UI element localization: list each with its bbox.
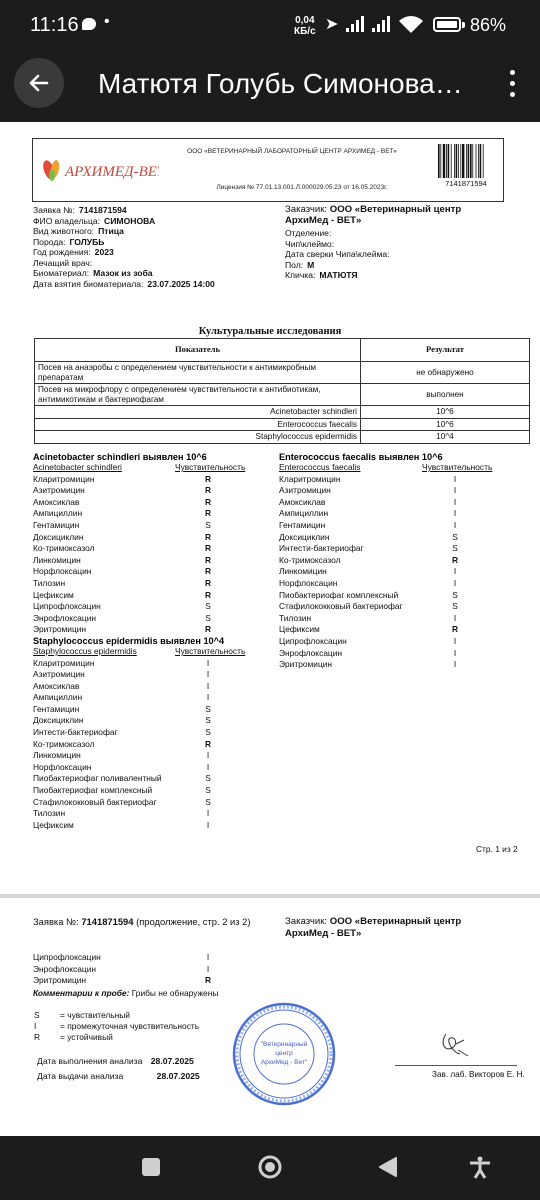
drug-row	[279, 590, 509, 602]
customer-block	[285, 204, 461, 226]
sensitivity-value: I	[206, 680, 210, 691]
sensitivity-value: R	[204, 577, 212, 588]
info-label: Дата взятия биоматериала:	[33, 278, 144, 289]
drug-name: Линкомицин	[33, 750, 81, 761]
drug-row	[279, 555, 509, 567]
sensitivity-value: S	[205, 785, 211, 796]
document-page-2[interactable]	[0, 898, 540, 1136]
drug-name: Энрофлоксацин	[279, 647, 343, 658]
legend-key: R	[34, 1032, 41, 1042]
drug-name: Амоксиклав	[33, 680, 80, 691]
drug-row	[33, 520, 253, 532]
signal-icon	[346, 16, 366, 32]
sensitivity-value: I	[453, 496, 457, 507]
sensitivity-value: R	[204, 738, 212, 749]
sensitivity-value: S	[205, 773, 211, 784]
info-label: Биоматериал:	[33, 268, 90, 278]
sensitivity-value: I	[453, 519, 457, 530]
sensitivity-value: I	[206, 669, 210, 680]
info-value: 2023	[94, 247, 114, 257]
drug-row	[33, 578, 253, 590]
drug-name: Цефиксим	[33, 589, 74, 600]
comment-text: Грибы не обнаружены	[131, 988, 219, 998]
drug-name: Стафилококковый бактериофаг	[279, 601, 403, 612]
drug-row	[33, 497, 253, 509]
customer-name-1: ООО «Ветеринарный центр	[329, 204, 462, 215]
drug-name: Кларитромицин	[279, 473, 341, 484]
sensitivity-value: R	[204, 554, 212, 565]
drug-row	[33, 555, 253, 567]
signature	[438, 1030, 472, 1060]
legend-text: = промежуточная чувствительность	[60, 1021, 200, 1031]
back-button[interactable]	[14, 58, 64, 108]
drug-row	[279, 659, 509, 671]
info-value: МАТЮТЯ	[319, 270, 358, 280]
sensitivity-value: R	[204, 531, 212, 542]
official-stamp	[232, 1002, 336, 1106]
drug-name: Ампициллин	[279, 508, 329, 519]
drug-name: Амоксиклав	[33, 496, 80, 507]
sensitivity-value: S	[452, 543, 458, 554]
drug-name: Энрофлоксацин	[33, 612, 97, 623]
drug-row	[33, 785, 253, 797]
table-row	[35, 384, 530, 406]
drug-name: Энрофлоксацин	[33, 963, 97, 974]
drug-row	[279, 508, 509, 520]
drug-row	[33, 613, 253, 625]
network-speed-value: 0,04	[295, 15, 315, 26]
drug-row	[33, 658, 253, 670]
legend-row	[34, 1010, 254, 1021]
sensitivity-value: S	[452, 531, 458, 542]
drug-name: Норфлоксацин	[279, 577, 338, 588]
drug-name: Кларитромицин	[33, 473, 95, 484]
lab-name: ООО «ВЕТЕРИНАРНЫЙ ЛАБОРАТОРНЫЙ ЦЕНТР АРХИМЕД - ВЕТ»	[187, 148, 397, 155]
sensitivity-value: S	[205, 703, 211, 714]
drug-name: Азитромицин	[279, 485, 331, 496]
drug-row	[33, 715, 253, 727]
drug-name: Тилозин	[33, 808, 66, 819]
info-label: Кличка:	[285, 270, 316, 280]
sensitivity-value: I	[206, 808, 210, 819]
drug-row	[279, 497, 509, 509]
acinetobacter-title: Acinetobacter schindleri выявлен 10^6	[33, 452, 207, 462]
cultural-table	[34, 338, 530, 444]
drug-row	[279, 613, 509, 625]
info-row	[285, 260, 394, 271]
drug-row	[279, 624, 509, 636]
drug-name: Гентамицин	[33, 703, 80, 714]
drug-row	[33, 543, 253, 555]
table-row	[35, 418, 530, 431]
sensitivity-value: I	[453, 508, 457, 519]
location-icon: ➤	[325, 16, 339, 33]
drug-name: Ко-тримоксазол	[33, 543, 95, 554]
drug-name: Гентамицин	[279, 519, 326, 530]
drug-row	[33, 601, 253, 613]
sensitivity-value: R	[204, 589, 212, 600]
chat-notification-icon	[82, 18, 96, 30]
accessibility-button[interactable]	[468, 1156, 492, 1180]
document-page-1[interactable]	[0, 122, 540, 894]
drug-row	[279, 636, 509, 648]
drug-name: Цефиксим	[33, 819, 74, 830]
battery-icon	[433, 17, 461, 32]
sensitivity-value: I	[453, 485, 457, 496]
drug-row	[33, 681, 253, 693]
organism-label: Staphylococcus epidermidis	[33, 645, 137, 656]
sensitivity-header: Чувствительность	[175, 462, 246, 472]
organism-label: Acinetobacter schindleri	[33, 462, 122, 472]
drug-name: Стафилококковый бактериофаг	[33, 796, 157, 807]
sensitivity-value: R	[204, 508, 212, 519]
drug-name: Норфлоксацин	[33, 566, 92, 577]
customer-label: Заказчик:	[285, 916, 328, 927]
drug-row	[33, 624, 253, 636]
indicator-cell: Enterococcus faecalis	[35, 418, 361, 431]
info-label: Порода:	[33, 236, 66, 247]
drug-name: Эритромицин	[279, 659, 333, 670]
order-label: Заявка №:	[33, 916, 79, 927]
sensitivity-value: S	[205, 601, 211, 612]
sensitivity-value: I	[453, 635, 457, 646]
drug-row	[33, 952, 253, 964]
back-nav-button[interactable]	[378, 1156, 398, 1178]
sensitivity-value: I	[453, 473, 457, 484]
comment	[33, 988, 218, 998]
drug-row	[33, 532, 253, 544]
sensitivity-value: S	[452, 589, 458, 600]
info-value: 23.07.2025 14:00	[147, 278, 215, 289]
info-row	[285, 228, 394, 239]
dates	[37, 1054, 200, 1084]
sensitivity-value: S	[205, 612, 211, 623]
stamp-text-3: АрхиМед - Вет"	[260, 1059, 308, 1066]
drug-name: Ципрофлоксацин	[33, 601, 101, 612]
info-row	[33, 205, 215, 216]
drug-row	[33, 669, 253, 681]
home-button[interactable]	[257, 1154, 283, 1180]
sensitivity-value: R	[204, 566, 212, 577]
sensitivity-value: I	[453, 566, 457, 577]
customer-name-1: ООО «Ветеринарный центр	[329, 916, 462, 927]
page2-list	[33, 952, 253, 987]
result-cell: 10^6	[361, 418, 530, 431]
network-speed	[294, 15, 316, 37]
info-value: М	[307, 259, 315, 270]
drug-row	[33, 773, 253, 785]
sensitivity-value: I	[206, 750, 210, 761]
sensitivity-value: S	[205, 519, 211, 530]
indicator-cell: Посев на анаэробы с определением чувствительности к антимикробным препаратам	[35, 362, 361, 384]
organism-label: Enterococcus faecalis	[279, 462, 361, 472]
drug-name: Доксициклин	[279, 531, 330, 542]
date-done: 28.07.2025	[150, 1056, 194, 1066]
arrow-left-icon	[14, 58, 64, 108]
customer-label: Заказчик:	[285, 204, 328, 215]
drug-row	[33, 964, 253, 976]
sensitivity-value: I	[453, 612, 457, 623]
drug-row	[33, 590, 253, 602]
drug-name: Ципрофлоксацин	[279, 635, 347, 646]
drug-row	[33, 750, 253, 762]
drug-name: Азитромицин	[33, 669, 85, 680]
drug-name: Эритромицин	[33, 624, 87, 635]
continuation-note: (продолжение, стр. 2 из 2)	[136, 916, 251, 927]
info-right	[285, 228, 394, 281]
order-number: 7141871594	[81, 916, 134, 927]
date-issue: 28.07.2025	[156, 1071, 200, 1081]
acinetobacter-block	[33, 452, 253, 831]
sensitivity-value: R	[451, 554, 459, 565]
info-value: СИМОНОВА	[104, 215, 156, 226]
info-row	[33, 237, 215, 248]
drug-name: Интести-бактериофаг	[279, 543, 364, 554]
drug-row	[279, 648, 509, 660]
legend-key: S	[34, 1010, 40, 1020]
drug-name: Норфлоксацин	[33, 761, 92, 772]
info-label: Заявка №:	[33, 205, 75, 215]
navigation-bar	[0, 1136, 540, 1200]
date-done-label: Дата выполнения анализа	[37, 1056, 143, 1066]
battery-percent: 86%	[470, 15, 507, 35]
drug-name: Доксициклин	[33, 531, 84, 542]
drug-row	[33, 797, 253, 809]
drug-name: Ко-тримоксазол	[33, 738, 95, 749]
customer-name-2: АрхиМед - ВЕТ»	[285, 215, 362, 226]
result-cell: 10^4	[361, 431, 530, 444]
lab-logo	[39, 155, 159, 185]
drug-name: Амоксиклав	[279, 496, 326, 507]
drug-name: Тилозин	[33, 577, 66, 588]
sensitivity-value: S	[205, 715, 211, 726]
info-row	[285, 249, 394, 260]
staph-title: Staphylococcus epidermidis выявлен 10^4	[33, 635, 225, 646]
drug-row	[33, 508, 253, 520]
sensitivity-value: R	[204, 624, 212, 635]
drug-name: Линкомицин	[33, 554, 81, 565]
sensitivity-value: I	[206, 761, 210, 772]
sensitivity-value: R	[204, 496, 212, 507]
info-value: ГОЛУБЬ	[69, 236, 105, 247]
sensitivity-value: R	[204, 543, 212, 554]
drug-row	[33, 566, 253, 578]
drug-name: Доксициклин	[33, 715, 84, 726]
drug-row	[279, 601, 509, 613]
drug-row	[33, 704, 253, 716]
cultural-title: Культуральные исследования	[198, 326, 342, 337]
drug-name: Цефиксим	[279, 624, 320, 635]
drug-row	[33, 474, 253, 486]
info-label: Вид животного:	[33, 226, 95, 236]
info-label: Лечащий врач:	[33, 257, 93, 268]
drug-row	[279, 566, 509, 578]
drug-name: Эритромицин	[33, 975, 87, 986]
drug-row	[33, 975, 253, 987]
signature-caption: Зав. лаб. Викторов Е. Н.	[432, 1070, 525, 1079]
drug-row	[279, 543, 509, 555]
status-bar	[0, 0, 540, 52]
status-time: 11:16	[30, 14, 79, 36]
sensitivity-value: S	[205, 796, 211, 807]
wifi-icon	[399, 16, 423, 34]
customer-name-2: АрхиМед - ВЕТ»	[285, 927, 362, 939]
sensitivity-value: R	[451, 624, 459, 635]
lab-header	[32, 138, 504, 202]
drug-name: Пиобактериофаг комплексный	[279, 589, 399, 600]
info-row	[285, 239, 394, 250]
info-label: Пол:	[285, 259, 304, 270]
enterococcus-block	[279, 452, 509, 671]
barcode	[438, 144, 496, 178]
drug-name: Линкомицин	[279, 566, 327, 577]
drug-row	[33, 762, 253, 774]
sensitivity-value: S	[205, 727, 211, 738]
drug-name: Пиобактериофаг комплексный	[33, 785, 153, 796]
page2-customer	[285, 916, 461, 939]
info-row	[33, 226, 215, 237]
drug-name: Пиобактериофаг поливалентный	[33, 773, 162, 784]
indicator-cell: Staphylococcus epidermidis	[35, 431, 361, 444]
barcode-number: 7141871594	[445, 179, 487, 188]
drug-name: Тилозин	[279, 612, 312, 623]
info-label: ФИО владельца:	[33, 215, 101, 226]
enterococcus-title: Enterococcus faecalis выявлен 10^6	[279, 452, 443, 462]
more-options-icon[interactable]	[500, 66, 524, 102]
sensitivity-value: I	[453, 647, 457, 658]
page2-order	[33, 916, 250, 927]
drug-row	[279, 532, 509, 544]
drug-name: Ципрофлоксацин	[33, 952, 101, 962]
drug-row	[33, 727, 253, 739]
comment-label: Комментарии к пробе:	[33, 988, 130, 998]
drug-row	[33, 808, 253, 820]
legend-key: I	[34, 1021, 37, 1031]
drug-name: Кларитромицин	[33, 657, 95, 668]
more-notifications-icon: •	[104, 13, 111, 30]
sensitivity-value: I	[206, 657, 210, 668]
date-issue-label: Дата выдачи анализа	[37, 1071, 124, 1081]
drug-row	[33, 692, 253, 704]
sensitivity-value: I	[453, 659, 457, 670]
legend	[34, 1010, 254, 1043]
info-row	[33, 247, 215, 258]
sensitivity-value: I	[206, 963, 210, 974]
drug-row	[33, 485, 253, 497]
info-row	[33, 216, 215, 227]
drug-row	[279, 578, 509, 590]
legend-text: = устойчивый	[60, 1032, 113, 1042]
info-value: 7141871594	[78, 205, 127, 215]
result-cell: 10^6	[361, 406, 530, 419]
legend-row	[34, 1021, 254, 1032]
table-row	[35, 406, 530, 419]
info-left	[33, 205, 215, 289]
sensitivity-value: I	[453, 577, 457, 588]
license-text: Лицензия № 77.01.13.001.Л.000029.05.23 от 16.05.2023г.	[216, 184, 388, 191]
indicator-cell: Посев на микрофлору с определением чувствительности к антибиотикам, антимикотикам и бактериофагам	[35, 384, 361, 406]
drug-name: Интести-бактериофаг	[33, 727, 118, 738]
network-speed-unit: КБ/с	[294, 26, 316, 37]
drug-name: Ампициллин	[33, 508, 83, 519]
sensitivity-value: R	[204, 975, 212, 986]
info-row	[285, 270, 394, 281]
info-value: Мазок из зоба	[93, 268, 153, 278]
drug-name: Ко-тримоксазол	[279, 554, 341, 565]
sensitivity-value: I	[206, 952, 210, 962]
info-row	[33, 258, 215, 269]
info-label: Отделение:	[285, 228, 332, 238]
page-number: Стр. 1 из 2	[476, 844, 518, 854]
document-title: Матютя Голубь Симонова…	[98, 68, 463, 99]
drug-name: Гентамицин	[33, 519, 80, 530]
recent-apps-button[interactable]	[142, 1158, 160, 1176]
info-label: Год рождения:	[33, 247, 91, 257]
app-bar	[0, 52, 540, 122]
legend-row	[34, 1032, 254, 1043]
info-value: Птица	[98, 226, 124, 236]
stamp-text-1: "Ветеринарный	[260, 1041, 308, 1048]
drug-name: Ампициллин	[33, 692, 83, 703]
signal-icon	[372, 16, 392, 32]
legend-text: = чувствительный	[60, 1010, 130, 1020]
logo-text: АРХИМЕД-ВЕТ	[65, 164, 159, 180]
signature-line	[395, 1065, 517, 1066]
sensitivity-value: S	[452, 601, 458, 612]
sensitivity-value: I	[206, 819, 210, 830]
drug-row	[33, 739, 253, 751]
info-row	[33, 268, 215, 279]
sensitivity-header: Чувствительность	[175, 645, 246, 656]
sensitivity-value: I	[206, 692, 210, 703]
table-row	[35, 362, 530, 384]
sensitivity-header: Чувствительность	[422, 462, 493, 472]
info-label: Дата сверки Чипа\клейма:	[285, 249, 390, 259]
drug-row	[279, 485, 509, 497]
col-indicator: Показатель	[35, 339, 361, 362]
result-cell: не обнаружено	[361, 362, 530, 384]
result-cell: выполнен	[361, 384, 530, 406]
drug-row	[279, 520, 509, 532]
table-row	[35, 431, 530, 444]
drug-row	[33, 820, 253, 832]
indicator-cell: Acinetobacter schindleri	[35, 406, 361, 419]
info-row	[33, 279, 215, 290]
stamp-text-2: центр	[275, 1050, 293, 1057]
info-label: Чип\клеймо:	[285, 238, 335, 249]
sensitivity-value: R	[204, 485, 212, 496]
drug-name: Азитромицин	[33, 485, 85, 496]
col-result: Результат	[361, 339, 530, 362]
drug-row	[279, 474, 509, 486]
sensitivity-value: R	[204, 473, 212, 484]
